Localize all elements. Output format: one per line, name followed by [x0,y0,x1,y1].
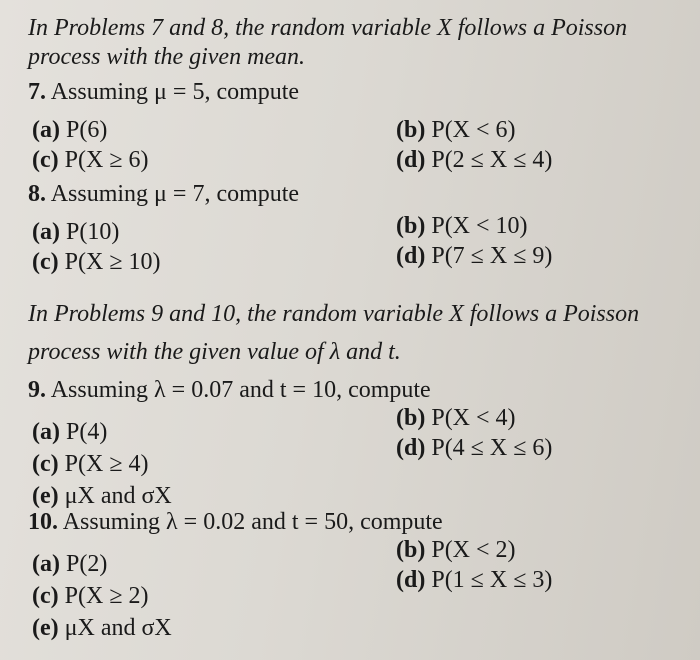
problem-8-part-a [32,218,119,246]
part-label: (b) [396,213,426,239]
part-label: (c) [32,583,59,609]
problem-8-number: 8. [28,181,46,207]
part-expression: P(X ≥ 6) [64,147,149,173]
part-label: (e) [32,615,59,641]
problem-7-part-b [396,116,516,144]
part-expression: P(4 ≤ X ≤ 6) [431,435,553,461]
part-label: (a) [32,419,60,445]
part-expression: P(6) [65,117,108,143]
problem-9-statement: Assuming λ = 0.07 and t = 10, compute [50,377,431,403]
part-expression: P(7 ≤ X ≤ 9) [431,243,553,269]
problem-9 [28,376,431,404]
part-label: (c) [32,451,59,477]
intro-9-10-line-2: process with the given value of λ and t. [28,339,401,365]
part-label: (a) [32,551,60,577]
problem-10-part-c [32,582,148,610]
part-label: (c) [32,249,59,275]
problem-10-part-a [32,550,107,578]
problem-9-part-d [396,434,552,462]
problem-10-part-b [396,536,516,564]
problem-7-number: 7. [28,79,46,105]
part-expression: P(X < 6) [431,117,516,143]
part-expression: P(1 ≤ X ≤ 3) [431,567,553,593]
problem-8-part-c [32,248,160,276]
part-expression: μX and σX [64,615,172,641]
part-expression: μX and σX [64,483,172,509]
part-label: (d) [396,147,426,173]
problem-9-number: 9. [28,377,46,403]
part-label: (a) [32,219,60,245]
part-label: (d) [396,435,426,461]
problem-7-part-c [32,146,148,174]
part-expression: P(X < 10) [431,213,528,239]
problem-10-part-e [32,614,172,642]
part-expression: P(2) [65,551,108,577]
part-label: (d) [396,567,426,593]
part-label: (c) [32,147,59,173]
intro-9-10-line-1: In Problems 9 and 10, the random variable X follows a Poisson [28,301,640,327]
part-label: (d) [396,243,426,269]
problem-7-part-a [32,116,107,144]
part-expression: P(X ≥ 10) [64,249,161,275]
problem-7 [28,78,299,106]
problem-9-part-c [32,450,148,478]
part-label: (b) [396,405,426,431]
part-expression: P(2 ≤ X ≤ 4) [431,147,553,173]
problem-9-part-a [32,418,107,446]
part-expression: P(4) [65,419,108,445]
part-expression: P(X ≥ 4) [64,451,149,477]
intro-7-8-line-2: process with the given mean. [28,44,306,70]
part-label: (a) [32,117,60,143]
part-expression: P(10) [65,219,120,245]
problem-9-part-b [396,404,516,432]
problem-8-part-d [396,242,552,270]
problem-7-part-d [396,146,552,174]
problem-8 [28,180,299,208]
part-label: (b) [396,537,426,563]
problem-10-part-d [396,566,552,594]
part-expression: P(X < 2) [431,537,516,563]
problem-10-statement: Assuming λ = 0.02 and t = 50, compute [62,509,443,535]
part-label: (b) [396,117,426,143]
problem-7-statement: Assuming μ = 5, compute [50,79,300,105]
problem-8-part-b [396,212,528,240]
intro-7-8-line-1: In Problems 7 and 8, the random variable X follows a Poisson [28,15,628,41]
problem-10-number: 10. [28,509,58,535]
part-label: (e) [32,483,59,509]
problem-10 [28,508,443,536]
problem-9-part-e [32,482,172,510]
part-expression: P(X < 4) [431,405,516,431]
problem-8-statement: Assuming μ = 7, compute [50,181,300,207]
part-expression: P(X ≥ 2) [64,583,149,609]
